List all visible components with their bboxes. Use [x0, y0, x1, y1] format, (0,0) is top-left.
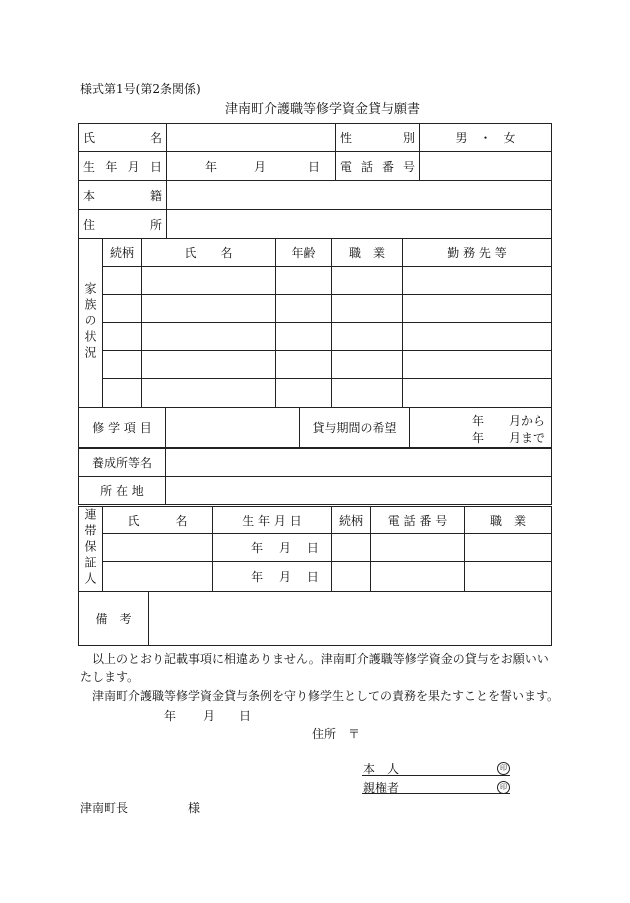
- period-to-year: 年: [472, 431, 485, 445]
- family-cell[interactable]: [142, 295, 276, 323]
- school-label: 養成所等名: [79, 449, 166, 477]
- guarantor-table: [78, 506, 552, 592]
- family-row: [79, 379, 552, 408]
- family-table: [78, 238, 552, 408]
- guarantor-col-phone: 電 話 番 号: [371, 507, 465, 534]
- study-item-field[interactable]: [166, 408, 300, 448]
- family-cell[interactable]: [403, 379, 552, 408]
- guarantor-birth-month: 月: [278, 541, 291, 555]
- remarks-label: 備 考: [79, 592, 149, 646]
- study-table: [78, 407, 552, 448]
- remarks-field[interactable]: [149, 592, 552, 646]
- sign-date-day: 日: [239, 709, 252, 723]
- guarantor-name-field[interactable]: [103, 534, 213, 562]
- birth-day: 日: [308, 160, 321, 174]
- family-row: [79, 323, 552, 351]
- family-cell[interactable]: [276, 295, 332, 323]
- domicile-table: [78, 180, 552, 239]
- guarantor-birth-year: 年: [251, 570, 264, 584]
- period-to-suffix: 月まで: [509, 431, 546, 445]
- guardian-label: 親権者: [363, 781, 400, 795]
- honorific: 様: [188, 801, 201, 815]
- family-cell[interactable]: [276, 351, 332, 379]
- applicant-table: [78, 123, 552, 181]
- birth-label: 生 年 月 日: [79, 152, 167, 181]
- guarantor-birth-day: 日: [306, 541, 319, 555]
- guarantor-birth-field[interactable]: [213, 534, 332, 562]
- guarantor-section-label: 連帯保証人: [79, 507, 103, 592]
- family-cell[interactable]: [142, 323, 276, 351]
- guarantor-relation-field[interactable]: [332, 534, 371, 562]
- form-number: 様式第1号(第2条関係): [80, 82, 201, 96]
- name-field[interactable]: [167, 124, 336, 152]
- family-col-job: 職 業: [332, 239, 403, 267]
- family-col-relation: 続柄: [103, 239, 142, 267]
- self-label: 本 人: [363, 762, 400, 776]
- family-cell[interactable]: [103, 379, 142, 408]
- declaration-line-1: 以上のとおり記載事項に相違ありません。津南町介護職等修学資金の貸与をお願いい: [92, 652, 549, 666]
- seal-icon: 印: [497, 781, 510, 794]
- guarantor-col-name: 氏 名: [103, 507, 213, 534]
- school-field[interactable]: [166, 449, 552, 477]
- family-cell[interactable]: [103, 323, 142, 351]
- guarantor-birth-field[interactable]: [213, 562, 332, 592]
- gender-options[interactable]: 男 ・ 女: [420, 124, 552, 152]
- gender-label: 性 別: [336, 124, 420, 152]
- family-cell[interactable]: [103, 295, 142, 323]
- domicile-label: 本 籍: [79, 181, 167, 210]
- family-cell[interactable]: [276, 267, 332, 295]
- family-col-workplace: 勤 務 先 等: [403, 239, 552, 267]
- guarantor-birth-month: 月: [278, 570, 291, 584]
- addressee: 津南町長: [80, 801, 129, 815]
- birth-field[interactable]: [167, 152, 336, 181]
- guarantor-phone-field[interactable]: [371, 562, 465, 592]
- study-item-label: 修 学 項 目: [79, 408, 166, 448]
- self-signature-line[interactable]: [362, 775, 510, 776]
- family-cell[interactable]: [403, 267, 552, 295]
- family-cell[interactable]: [403, 323, 552, 351]
- guarantor-col-relation: 続柄: [332, 507, 371, 534]
- sign-date-month: 月: [203, 709, 216, 723]
- family-cell[interactable]: [276, 323, 332, 351]
- family-row: [79, 295, 552, 323]
- guarantor-relation-field[interactable]: [332, 562, 371, 592]
- declaration-line-2: たします。: [80, 670, 140, 684]
- guarantor-phone-field[interactable]: [371, 534, 465, 562]
- period-field[interactable]: [410, 408, 552, 448]
- school-table: [78, 448, 552, 505]
- family-cell[interactable]: [332, 267, 403, 295]
- family-col-age: 年齢: [276, 239, 332, 267]
- family-cell[interactable]: [142, 379, 276, 408]
- period-label: 貸与期間の希望: [300, 408, 410, 448]
- sign-date-year: 年: [164, 709, 177, 723]
- family-cell[interactable]: [142, 267, 276, 295]
- family-cell[interactable]: [332, 351, 403, 379]
- phone-field[interactable]: [420, 152, 552, 181]
- period-from-year: 年: [472, 414, 485, 428]
- birth-year: 年: [205, 160, 218, 174]
- guarantor-birth-year: 年: [251, 541, 264, 555]
- family-cell[interactable]: [332, 323, 403, 351]
- name-label: 氏 名: [79, 124, 167, 152]
- address-label: 住 所: [79, 210, 167, 239]
- form-title: 津南町介護職等修学資金貸与願書: [225, 102, 421, 117]
- phone-label: 電 話 番 号: [336, 152, 420, 181]
- family-cell[interactable]: [332, 295, 403, 323]
- address-field[interactable]: [167, 210, 552, 239]
- family-cell[interactable]: [142, 351, 276, 379]
- family-cell[interactable]: [332, 379, 403, 408]
- guarantor-row: [79, 562, 552, 592]
- birth-month: 月: [254, 160, 267, 174]
- declaration-line-3: 津南町介護職等修学資金貸与条例を守り修学生としての責務を果たすことを誓います。: [92, 689, 560, 703]
- guarantor-name-field[interactable]: [103, 562, 213, 592]
- domicile-field[interactable]: [167, 181, 552, 210]
- family-cell[interactable]: [403, 295, 552, 323]
- guarantor-col-job: 職 業: [465, 507, 552, 534]
- family-cell[interactable]: [103, 267, 142, 295]
- family-cell[interactable]: [403, 351, 552, 379]
- guarantor-job-field[interactable]: [465, 562, 552, 592]
- family-col-name: 氏 名: [142, 239, 276, 267]
- guardian-signature-line[interactable]: [362, 793, 510, 794]
- family-cell[interactable]: [276, 379, 332, 408]
- location-label: 所 在 地: [79, 477, 166, 505]
- guarantor-job-field[interactable]: [465, 534, 552, 562]
- seal-icon: 印: [497, 762, 510, 775]
- sign-address-label: 住所 〒: [312, 727, 361, 741]
- guarantor-col-birth: 生 年 月 日: [213, 507, 332, 534]
- family-row: [79, 267, 552, 295]
- family-section-label: 家族の状況: [79, 239, 103, 408]
- location-field[interactable]: [166, 477, 552, 505]
- guarantor-birth-day: 日: [306, 570, 319, 584]
- family-row: [79, 351, 552, 379]
- family-cell[interactable]: [103, 351, 142, 379]
- guarantor-row: [79, 534, 552, 562]
- period-from-suffix: 月から: [509, 414, 546, 428]
- remarks-table: [78, 591, 552, 646]
